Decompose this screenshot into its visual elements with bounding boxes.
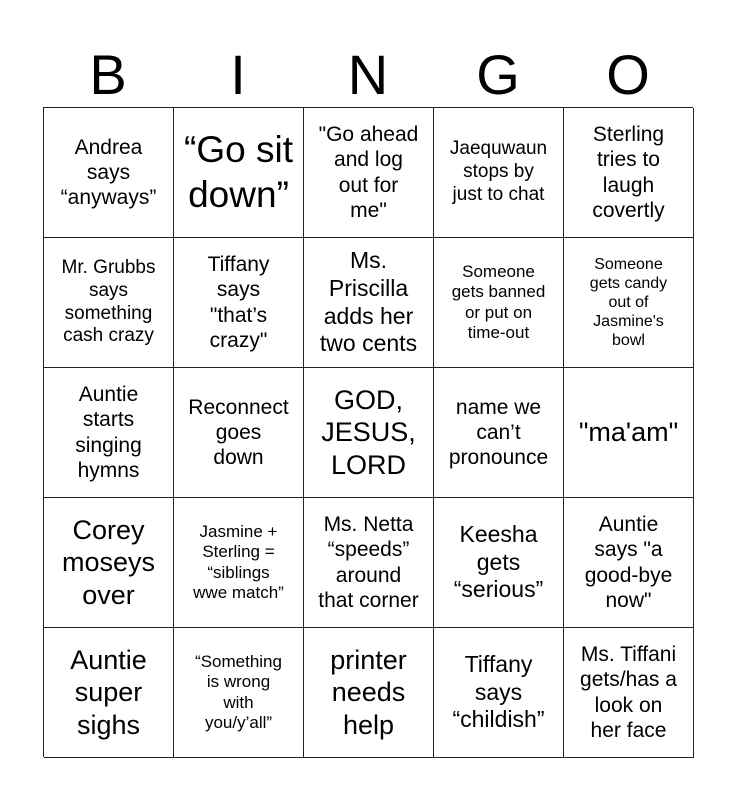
cell-text: GOD, JESUS, LORD: [321, 384, 416, 480]
bingo-cell[interactable]: [304, 628, 434, 758]
bingo-cell[interactable]: [434, 108, 564, 238]
cell-text: Jaequwaun stops by just to chat: [449, 138, 548, 205]
bingo-cell[interactable]: [44, 628, 174, 758]
bingo-header: [43, 44, 693, 106]
bingo-cell[interactable]: [174, 368, 304, 498]
bingo-cell[interactable]: [434, 238, 564, 368]
cell-text: Andrea says “anyways”: [60, 135, 157, 210]
cell-text: Jasmine + Sterling = “siblings wwe match”: [193, 521, 284, 602]
header-letter-g: G: [476, 43, 520, 106]
bingo-cell[interactable]: [44, 498, 174, 628]
cell-text: printer needs help: [330, 644, 407, 740]
header-letter-b: B: [89, 43, 127, 106]
cell-text: Mr. Grubbs says something cash crazy: [61, 256, 156, 347]
cell-text: Tiffany says "that’s crazy": [207, 253, 270, 352]
bingo-cell[interactable]: [44, 238, 174, 368]
cell-text: “Go sit down”: [184, 129, 293, 215]
bingo-cell[interactable]: [174, 628, 304, 758]
bingo-cell[interactable]: [304, 108, 434, 238]
header-letter-n: N: [347, 43, 389, 106]
cell-text: Reconnect goes down: [188, 395, 289, 470]
bingo-cell[interactable]: [564, 238, 694, 368]
bingo-cell[interactable]: [304, 498, 434, 628]
bingo-cell[interactable]: [564, 108, 694, 238]
bingo-cell[interactable]: [434, 368, 564, 498]
bingo-cell[interactable]: [564, 628, 694, 758]
cell-text: Auntie super sighs: [70, 644, 147, 740]
cell-text: Someone gets candy out of Jasmine's bowl: [589, 255, 668, 350]
bingo-cell[interactable]: [174, 498, 304, 628]
cell-text: Keesha gets “serious”: [453, 521, 544, 603]
bingo-cell[interactable]: [304, 368, 434, 498]
cell-text: “Something is wrong with you/y’all”: [195, 651, 282, 732]
bingo-cell[interactable]: [434, 628, 564, 758]
header-letter-o: O: [606, 43, 650, 106]
bingo-board: [43, 107, 693, 757]
header-letter-i: I: [230, 43, 246, 106]
bingo-cell[interactable]: [44, 108, 174, 238]
cell-text: Someone gets banned or put on time-out: [451, 261, 546, 342]
cell-text: Ms. Tiffani gets/has a look on her face: [580, 643, 677, 742]
cell-text: "Go ahead and log out for me": [318, 123, 419, 222]
bingo-cell[interactable]: [564, 368, 694, 498]
bingo-cell[interactable]: [44, 368, 174, 498]
bingo-cell[interactable]: [304, 238, 434, 368]
cell-text: Ms. Netta “speeds” around that corner: [318, 513, 419, 612]
bingo-cell[interactable]: [174, 238, 304, 368]
cell-text: Sterling tries to laugh covertly: [592, 123, 665, 222]
cell-text: Corey moseys over: [61, 514, 156, 610]
cell-text: Auntie starts singing hymns: [75, 383, 142, 482]
bingo-cell[interactable]: [434, 498, 564, 628]
cell-text: Auntie says "a good-bye now": [584, 513, 673, 612]
cell-text: name we can’t pronounce: [448, 395, 549, 470]
bingo-cell[interactable]: [564, 498, 694, 628]
cell-text: Tiffany says “childish”: [452, 651, 545, 733]
cell-text: Ms. Priscilla adds her two cents: [319, 247, 418, 357]
cell-text: "ma'am": [578, 417, 679, 448]
bingo-cell[interactable]: [174, 108, 304, 238]
